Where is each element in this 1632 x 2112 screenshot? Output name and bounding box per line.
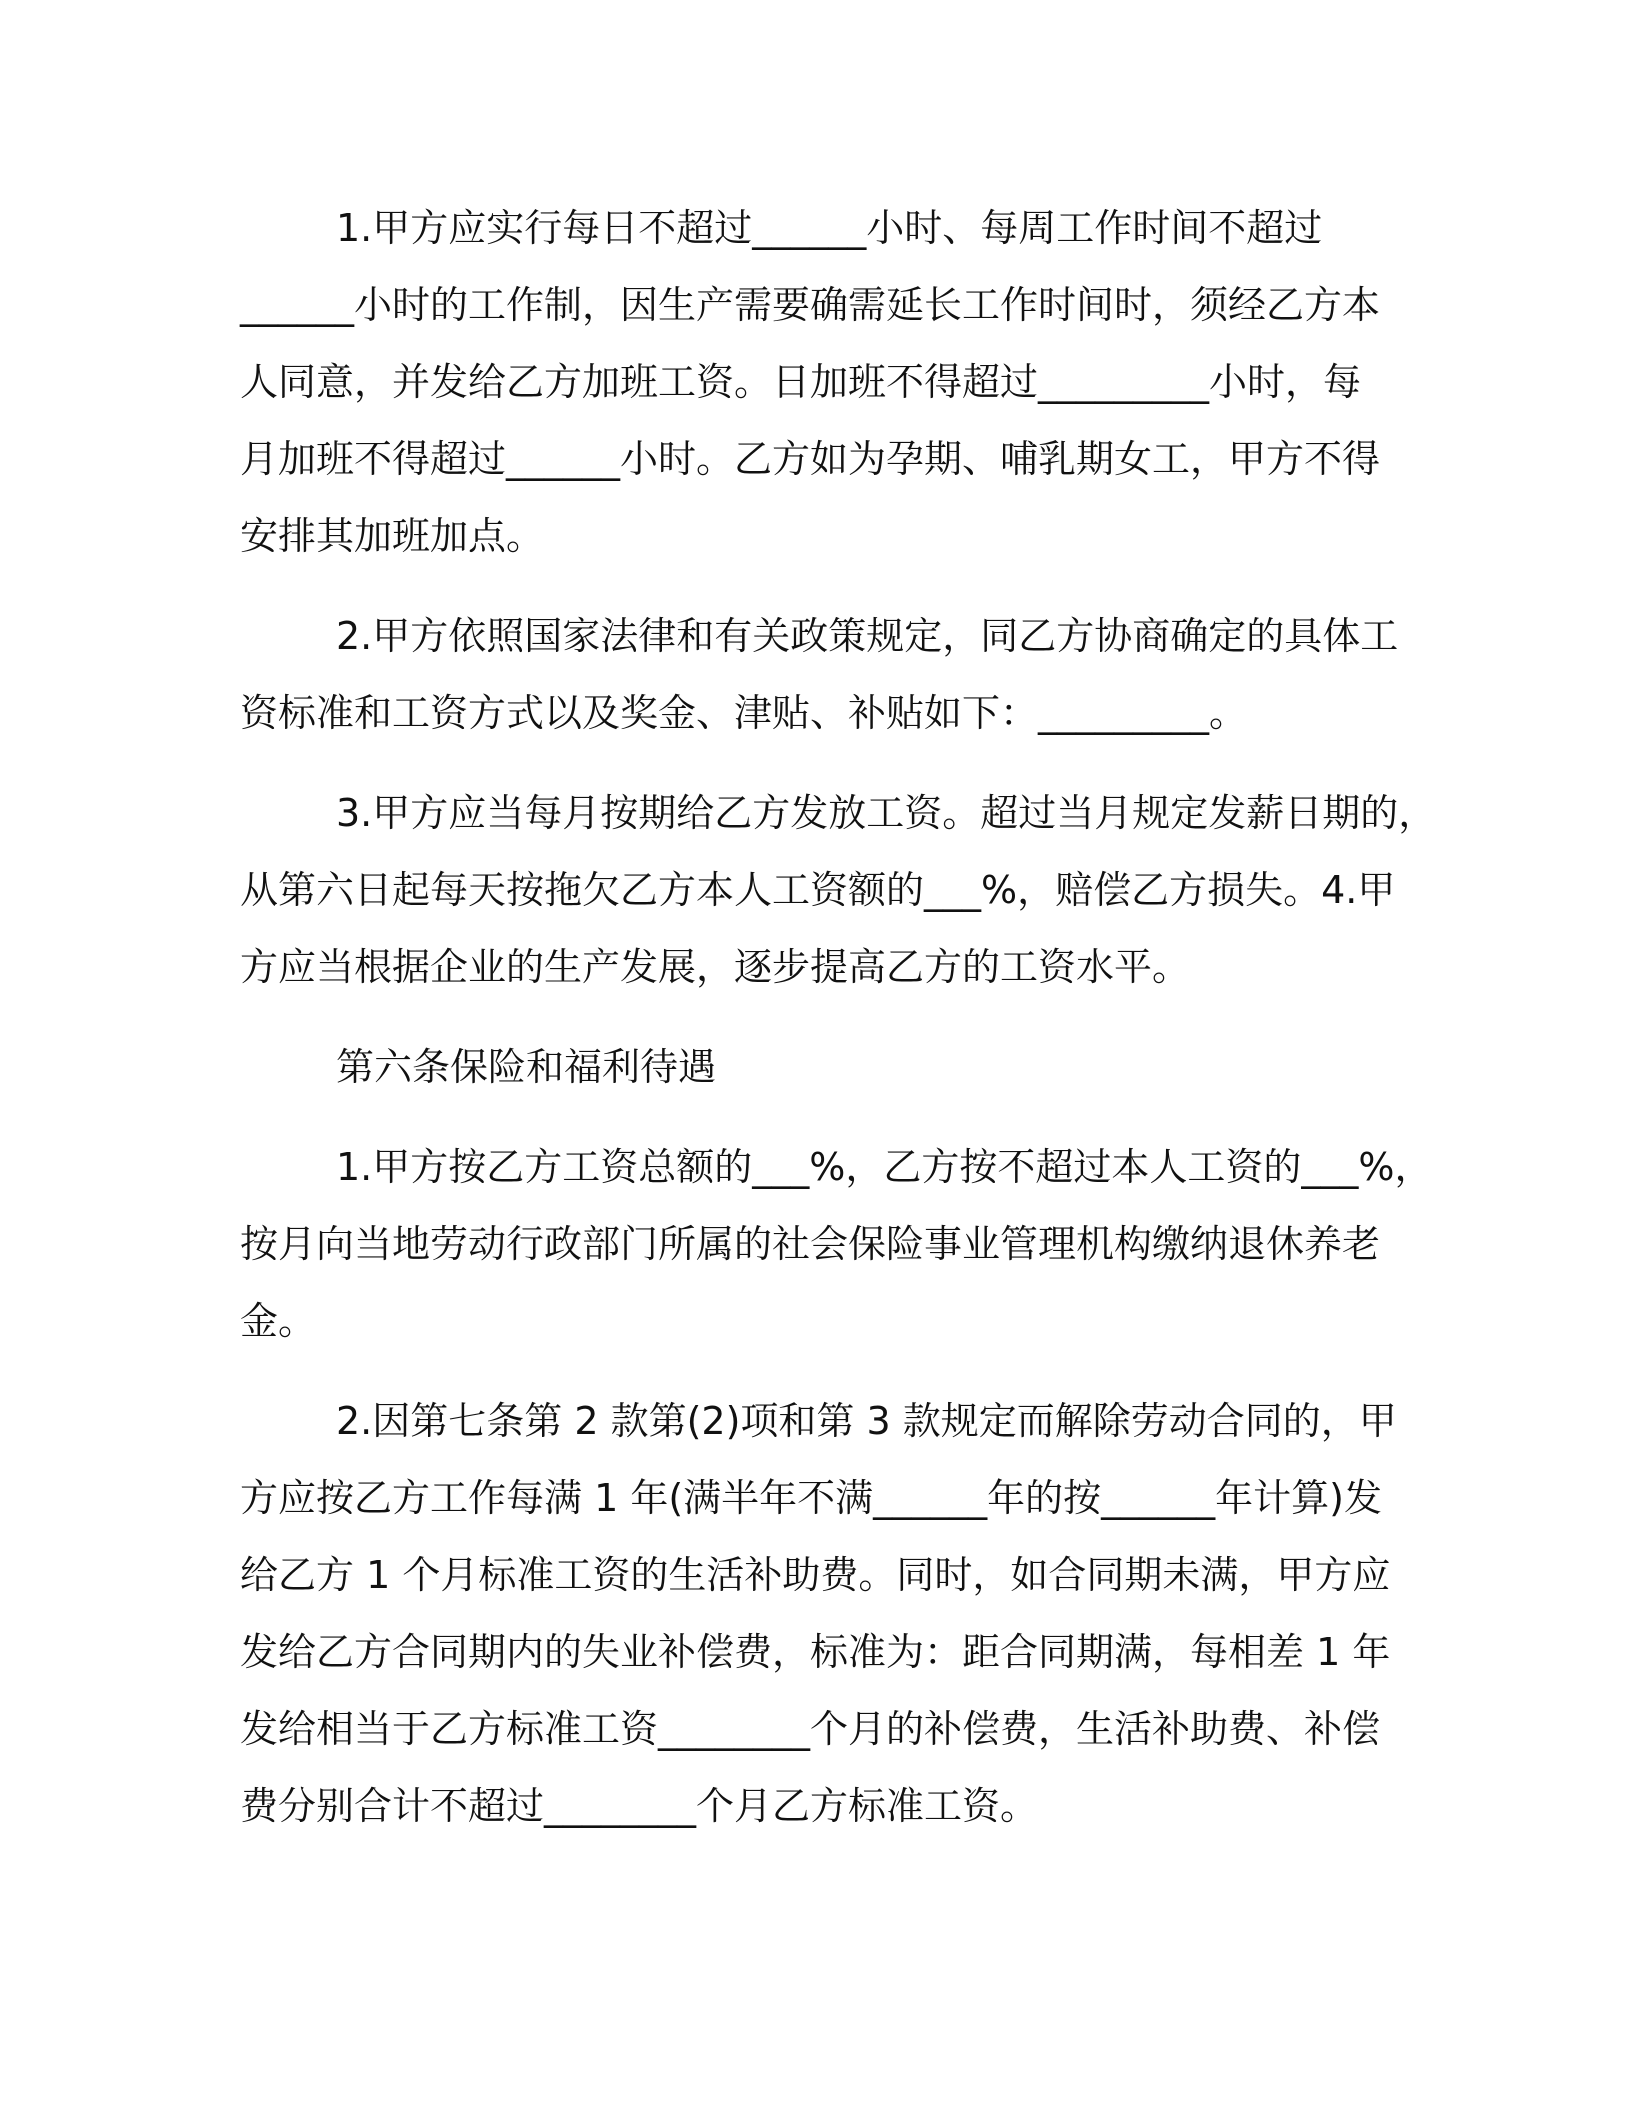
paragraph-wage-standard	[240, 598, 1425, 752]
paragraph-pension	[240, 1129, 1433, 1360]
text-line: 资标准和工资方式以及奖金、津贴、补贴如下：_________。	[240, 691, 1248, 735]
text-line: 从第六日起每天按拖欠乙方本人工资额的___%，赔偿乙方损失。4.甲	[240, 868, 1396, 912]
text-line: 发给相当于乙方标准工资________个月的补偿费，生活补助费、补偿	[240, 1707, 1381, 1751]
text-line: 按月向当地劳动行政部门所属的社会保险事业管理机构缴纳退休养老	[240, 1222, 1381, 1266]
text-line: 发给乙方合同期内的失业补偿费，标准为：距合同期满，每相差 1 年	[240, 1630, 1391, 1674]
text-line: 月加班不得超过______小时。乙方如为孕期、哺乳期女工，甲方不得	[240, 437, 1381, 481]
section-heading-insurance	[240, 1029, 1425, 1106]
text-line: 方应按乙方工作每满 1 年(满半年不满______年的按______年计算)发	[240, 1476, 1382, 1520]
text-line: 给乙方 1 个月标准工资的生活补助费。同时，如合同期未满，甲方应	[240, 1553, 1391, 1597]
paragraph-wage-payment	[240, 775, 1437, 1006]
text-line: 费分别合计不超过________个月乙方标准工资。	[240, 1784, 1039, 1828]
text-line: 人同意，并发给乙方加班工资。日加班不得超过_________小时，每	[240, 360, 1362, 404]
paragraph-working-hours	[240, 190, 1425, 575]
text-line: 1.甲方按乙方工资总额的___%，乙方按不超过本人工资的___%，	[336, 1145, 1433, 1189]
text-line: 1.甲方应实行每日不超过______小时、每周工作时间不超过	[336, 206, 1323, 250]
text-line: 方应当根据企业的生产发展，逐步提高乙方的工资水平。	[240, 945, 1191, 989]
document-body	[240, 190, 1437, 1868]
text-line: 3.甲方应当每月按期给乙方发放工资。超过当月规定发薪日期的，	[336, 791, 1437, 835]
heading-text: 第六条保险和福利待遇	[336, 1045, 717, 1089]
text-line: ______小时的工作制，因生产需要确需延长工作时间时，须经乙方本	[240, 283, 1381, 327]
text-line: 2.因第七条第 2 款第(2)项和第 3 款规定而解除劳动合同的，甲	[336, 1399, 1397, 1443]
text-line: 2.甲方依照国家法律和有关政策规定，同乙方协商确定的具体工	[336, 614, 1399, 658]
text-line: 金。	[240, 1299, 317, 1343]
paragraph-termination-compensation	[240, 1383, 1425, 1845]
text-line: 安排其加班加点。	[240, 514, 545, 558]
